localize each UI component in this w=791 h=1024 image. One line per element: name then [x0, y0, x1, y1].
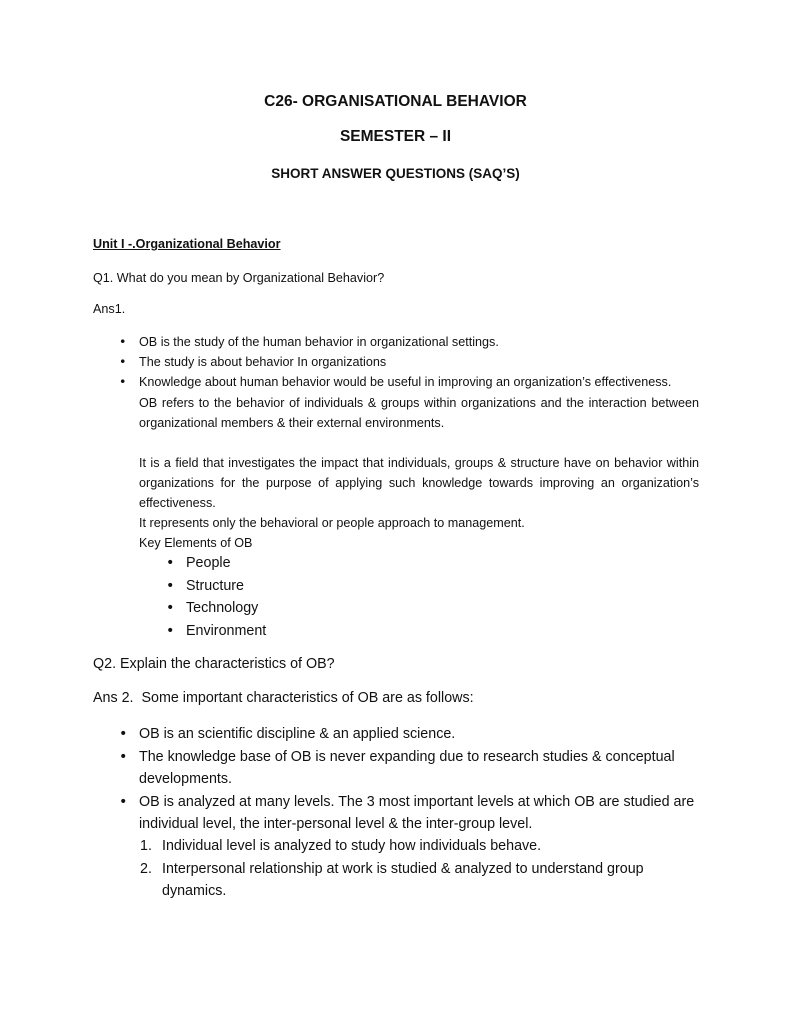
- bullet-icon: •: [119, 748, 128, 765]
- question-1: Q1. What do you mean by Organizational Behavior?: [93, 271, 385, 285]
- answer-1-paragraph-2: It is a field that investigates the impact that individuals, groups & structure have on behavior within organizations for the purpose of applying such knowledge towards improving an organization’s effectiveness.: [139, 456, 699, 510]
- answer-1-paragraph-1: OB refers to the behavior of individuals & groups within organizations and the interaction between organizational members & their external environments.: [139, 396, 699, 430]
- answer-2-numbered-list: [140, 835, 699, 903]
- list-item: • People: [186, 552, 486, 575]
- bullet-icon: •: [166, 555, 175, 571]
- answer-1-label: Ans1.: [93, 302, 126, 316]
- bullet-icon: •: [119, 354, 127, 369]
- bullet-icon: •: [166, 577, 175, 594]
- list-item: • Knowledge about human behavior would be useful in improving an organization’s effectiveness.: [139, 372, 699, 392]
- question-2: Q2. Explain the characteristics of OB?: [93, 656, 335, 672]
- key-elements-label: Key Elements of OB: [139, 536, 253, 550]
- list-item: • The knowledge base of OB is never expanding due to research studies & conceptual developments.: [139, 746, 699, 791]
- section-subtitle: SHORT ANSWER QUESTIONS (SAQ’S): [271, 166, 520, 181]
- list-item: • Technology: [186, 597, 486, 620]
- list-item: • OB is the study of the human behavior in organizational settings.: [139, 332, 699, 352]
- list-item: • Environment: [186, 620, 486, 643]
- bullet-icon: •: [119, 374, 127, 389]
- list-item: 1. Individual level is analyzed to study how individuals behave.: [140, 838, 542, 854]
- bullet-icon: •: [119, 793, 128, 810]
- unit-heading: Unit I -.Organizational Behavior: [93, 237, 281, 251]
- document-title: C26- ORGANISATIONAL BEHAVIOR: [264, 93, 527, 110]
- semester-heading: SEMESTER – II: [339, 128, 452, 145]
- bullet-icon: •: [166, 622, 175, 639]
- list-item: 2. Interpersonal relationship at work is studied & analyzed to understand group dynamics.: [140, 860, 644, 899]
- list-item: • OB is an scientific discipline & an applied science.: [139, 723, 699, 746]
- key-elements-list: [166, 552, 486, 642]
- bullet-icon: •: [119, 334, 127, 349]
- bullet-icon: •: [166, 600, 175, 616]
- answer-2-bullets: [119, 723, 699, 836]
- list-item: • OB is analyzed at many levels. The 3 most important levels at which OB are studied are individual level, the inter-personal level & the inter-group level.: [139, 791, 699, 836]
- bullet-icon: •: [119, 726, 128, 742]
- answer-1-bullets: [119, 332, 699, 392]
- list-item: • Structure: [186, 575, 486, 598]
- answer-2-intro: Ans 2. Some important characteristics of OB are as follows:: [93, 690, 474, 706]
- list-item: • The study is about behavior In organizations: [139, 352, 699, 372]
- answer-1-paragraph-3: It represents only the behavioral or people approach to management.: [139, 516, 525, 530]
